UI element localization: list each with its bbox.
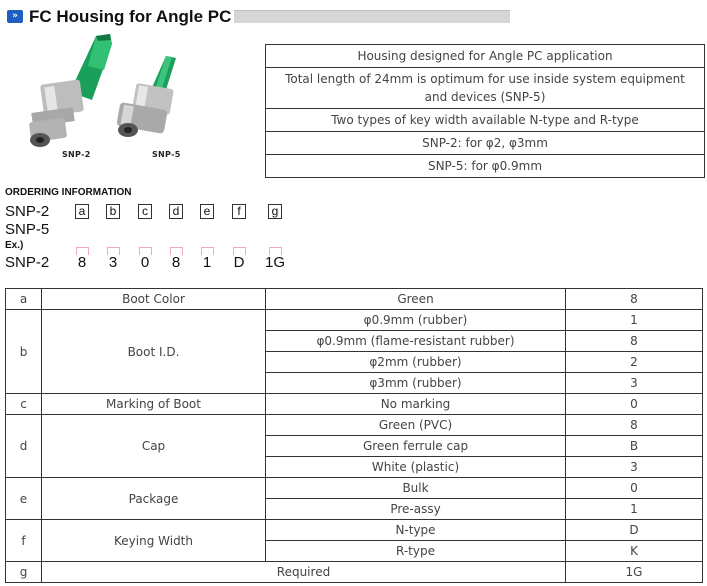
ordering-model-snp-5: SNP-5 [5, 221, 50, 238]
table-row [6, 562, 703, 583]
option-code: 0 [566, 478, 703, 499]
option-value: φ3mm (rubber) [266, 373, 566, 394]
example-value-c: 0 [140, 254, 150, 271]
option-code: D [566, 520, 703, 541]
option-value: Green [266, 289, 566, 310]
page-title: FC Housing for Angle PC [29, 7, 232, 26]
option-letter: b [6, 310, 42, 394]
example-value-f: D [233, 254, 245, 271]
option-letter: d [6, 415, 42, 478]
feature-item: Total length of 24mm is optimum for use inside system equipment and devices (SNP-5) [266, 68, 705, 109]
option-letter: a [6, 289, 42, 310]
table-row [6, 415, 703, 436]
option-code: 8 [566, 415, 703, 436]
ordering-heading: ORDERING INFORMATION [5, 187, 132, 198]
option-name: Package [42, 478, 266, 520]
snp-5-connector-illustration [116, 56, 176, 137]
option-code: 8 [566, 331, 703, 352]
option-value: Bulk [266, 478, 566, 499]
table-row [6, 520, 703, 541]
option-code: B [566, 436, 703, 457]
option-name: Keying Width [42, 520, 266, 562]
option-letter: e [6, 478, 42, 520]
option-code: 1G [566, 562, 703, 583]
option-value: φ0.9mm (flame-resistant rubber) [266, 331, 566, 352]
product-label-snp-2: SNP-2 [62, 150, 91, 159]
option-value: Green ferrule cap [266, 436, 566, 457]
option-value: φ0.9mm (rubber) [266, 310, 566, 331]
feature-item: Two types of key width available N-type and R-type [266, 109, 705, 132]
product-image [0, 28, 262, 168]
table-row [6, 478, 703, 499]
option-code: 8 [566, 289, 703, 310]
option-value: φ2mm (rubber) [266, 352, 566, 373]
ordering-model-snp-2: SNP-2 [5, 203, 50, 220]
option-name: Boot I.D. [42, 310, 266, 394]
double-arrow-icon: » [7, 10, 23, 23]
option-name: Boot Color [42, 289, 266, 310]
option-code: 0 [566, 394, 703, 415]
title-divider [234, 10, 510, 23]
feature-item: SNP-5: for φ0.9mm [266, 155, 705, 178]
option-letter: g [6, 562, 42, 583]
option-letter: f [6, 520, 42, 562]
table-row [6, 289, 703, 310]
code-box-b: b [106, 204, 120, 219]
example-value-b: 3 [108, 254, 118, 271]
table-row [6, 394, 703, 415]
code-box-c: c [138, 204, 152, 219]
option-value: No marking [266, 394, 566, 415]
code-box-a: a [75, 204, 89, 219]
features-table [265, 44, 705, 178]
option-letter: c [6, 394, 42, 415]
code-box-e: e [200, 204, 214, 219]
snp-2-connector-illustration [29, 34, 112, 147]
option-value: White (plastic) [266, 457, 566, 478]
option-code: 1 [566, 310, 703, 331]
option-value: R-type [266, 541, 566, 562]
options-table [5, 288, 703, 583]
option-code: 2 [566, 352, 703, 373]
option-code: 1 [566, 499, 703, 520]
option-name: Required [42, 562, 566, 583]
product-label-snp-5: SNP-5 [152, 150, 181, 159]
option-name: Cap [42, 415, 266, 478]
table-row [6, 310, 703, 331]
option-name: Marking of Boot [42, 394, 266, 415]
feature-item: SNP-2: for φ2, φ3mm [266, 132, 705, 155]
option-value: Green (PVC) [266, 415, 566, 436]
code-box-d: d [169, 204, 183, 219]
option-code: K [566, 541, 703, 562]
example-value-a: 8 [77, 254, 87, 271]
feature-item: Housing designed for Angle PC application [266, 45, 705, 68]
option-code: 3 [566, 373, 703, 394]
code-box-g: g [268, 204, 282, 219]
example-model: SNP-2 [5, 254, 50, 271]
option-code: 3 [566, 457, 703, 478]
example-value-d: 8 [171, 254, 181, 271]
example-label: Ex.) [5, 240, 24, 251]
option-value: Pre-assy [266, 499, 566, 520]
code-box-f: f [232, 204, 246, 219]
example-value-g: 1G [264, 254, 285, 271]
option-value: N-type [266, 520, 566, 541]
example-value-e: 1 [202, 254, 212, 271]
